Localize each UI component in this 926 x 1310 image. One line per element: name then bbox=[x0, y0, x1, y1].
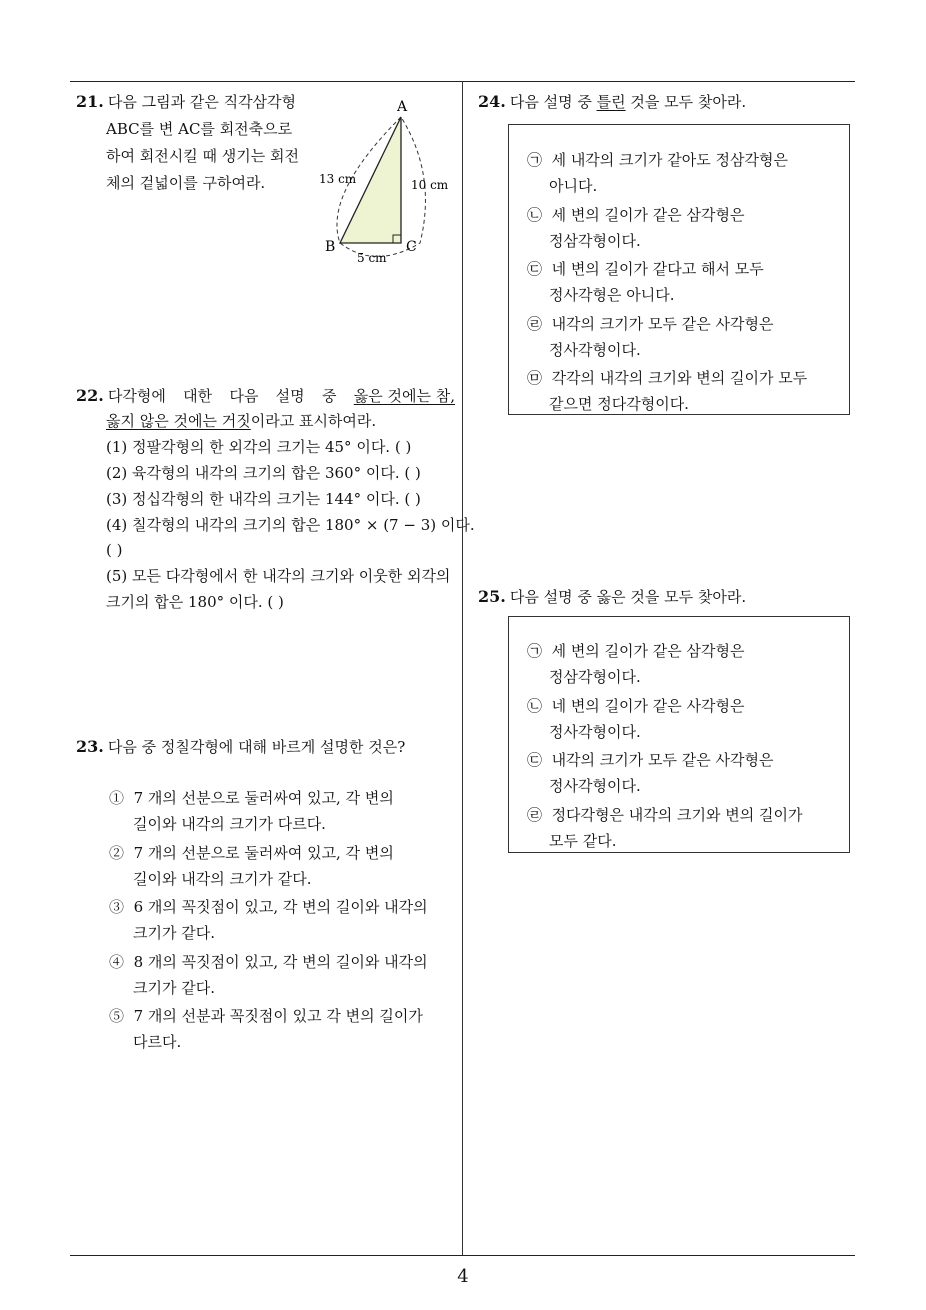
label-a: A bbox=[397, 99, 408, 115]
question-text: 22. 다각형에 대한 다음 설명 중 옳은 것에는 참, bbox=[76, 386, 455, 405]
page-number: 4 bbox=[457, 1266, 469, 1287]
question-text: 다음 그림과 같은 직각삼각형 bbox=[107, 93, 297, 111]
statement-1-cont: 정삼각형이다. bbox=[549, 668, 641, 686]
statement-2-cont: 정사각형이다. bbox=[549, 723, 641, 741]
item-4: (4) 칠각형의 내각의 크기의 합은 180° × (7 − 3) 이다. bbox=[106, 516, 475, 534]
item-4-answer: ( ) bbox=[106, 541, 123, 559]
item-2: (2) 육각형의 내각의 크기의 합은 360° 이다. ( ) bbox=[106, 464, 421, 482]
statement-5[interactable]: ㉤ 각각의 내각의 크기와 변의 길이가 모두 bbox=[527, 369, 808, 387]
item-5-cont: 크기의 합은 180° 이다. ( ) bbox=[106, 593, 284, 611]
statement-1[interactable]: ㉠ 세 변의 길이가 같은 삼각형은 bbox=[527, 642, 745, 660]
question-number: 22. bbox=[76, 386, 104, 405]
triangle-figure bbox=[315, 95, 465, 270]
statement-2-cont: 정삼각형이다. bbox=[549, 232, 641, 250]
question-number: 25. bbox=[478, 587, 506, 606]
question-text: 다음 설명 중 옳은 것을 모두 찾아라. bbox=[509, 588, 747, 606]
footer-rule bbox=[70, 1255, 855, 1256]
statement-4[interactable]: ㉣ 내각의 크기가 모두 같은 사각형은 bbox=[527, 315, 774, 333]
option-1-cont: 길이와 내각의 크기가 다르다. bbox=[133, 815, 326, 833]
statement-4-cont: 모두 같다. bbox=[549, 832, 617, 850]
option-5[interactable]: ⑤ 7 개의 선분과 꼭짓점이 있고 각 변의 길이가 bbox=[109, 1007, 423, 1025]
item-3: (3) 정십각형의 한 내각의 크기는 144° 이다. ( ) bbox=[106, 490, 421, 508]
label-b: B bbox=[325, 239, 336, 255]
statement-3-cont: 정사각형이다. bbox=[549, 777, 641, 795]
option-1[interactable]: ① 7 개의 선분으로 둘러싸여 있고, 각 변의 bbox=[109, 789, 394, 807]
option-2-cont: 길이와 내각의 크기가 같다. bbox=[133, 870, 312, 888]
option-4-cont: 크기가 같다. bbox=[133, 979, 215, 997]
question-text: ABC를 변 AC를 회전축으로 bbox=[106, 120, 293, 138]
statement-4-cont: 정사각형이다. bbox=[549, 341, 641, 359]
statement-2[interactable]: ㉡ 네 변의 길이가 같은 사각형은 bbox=[527, 697, 745, 715]
question-text: 하여 회전시킬 때 생기는 회전 bbox=[106, 147, 299, 165]
item-5: (5) 모든 다각형에서 한 내각의 크기와 이웃한 외각의 bbox=[106, 567, 451, 585]
question-text: 다음 중 정칠각형에 대해 바르게 설명한 것은? bbox=[107, 738, 406, 756]
label-side-ab: 13 cm bbox=[319, 172, 357, 186]
label-side-bc: 5 cm bbox=[357, 251, 387, 265]
option-3[interactable]: ③ 6 개의 꼭짓점이 있고, 각 변의 길이와 내각의 bbox=[109, 898, 428, 916]
underlined-word: 틀린 bbox=[596, 93, 626, 111]
question-number: 24. bbox=[478, 92, 506, 111]
statement-4[interactable]: ㉣ 정다각형은 내각의 크기와 변의 길이가 bbox=[527, 806, 803, 824]
statement-2[interactable]: ㉡ 세 변의 길이가 같은 삼각형은 bbox=[527, 206, 745, 224]
question-text: 옳지 않은 것에는 거짓이라고 표시하여라. bbox=[106, 412, 377, 430]
question-number: 21. bbox=[76, 92, 104, 111]
statement-3[interactable]: ㉢ 내각의 크기가 모두 같은 사각형은 bbox=[527, 751, 774, 769]
statement-5-cont: 같으면 정다각형이다. bbox=[549, 395, 689, 413]
option-2[interactable]: ② 7 개의 선분으로 둘러싸여 있고, 각 변의 bbox=[109, 844, 394, 862]
label-side-ac: 10 cm bbox=[411, 178, 449, 192]
statement-1-cont: 아니다. bbox=[549, 177, 598, 195]
option-5-cont: 다르다. bbox=[133, 1033, 182, 1051]
label-c: C bbox=[406, 239, 417, 255]
question-number: 23. bbox=[76, 737, 104, 756]
option-3-cont: 크기가 같다. bbox=[133, 924, 215, 942]
item-1: (1) 정팔각형의 한 외각의 크기는 45° 이다. ( ) bbox=[106, 438, 412, 456]
question-text: 체의 겉넓이를 구하여라. bbox=[106, 174, 266, 192]
statement-3-cont: 정사각형은 아니다. bbox=[549, 286, 675, 304]
option-4[interactable]: ④ 8 개의 꼭짓점이 있고, 각 변의 길이와 내각의 bbox=[109, 953, 428, 971]
statement-3[interactable]: ㉢ 네 변의 길이가 같다고 해서 모두 bbox=[527, 260, 764, 278]
statement-1[interactable]: ㉠ 세 내각의 크기가 같아도 정삼각형은 bbox=[527, 151, 788, 169]
